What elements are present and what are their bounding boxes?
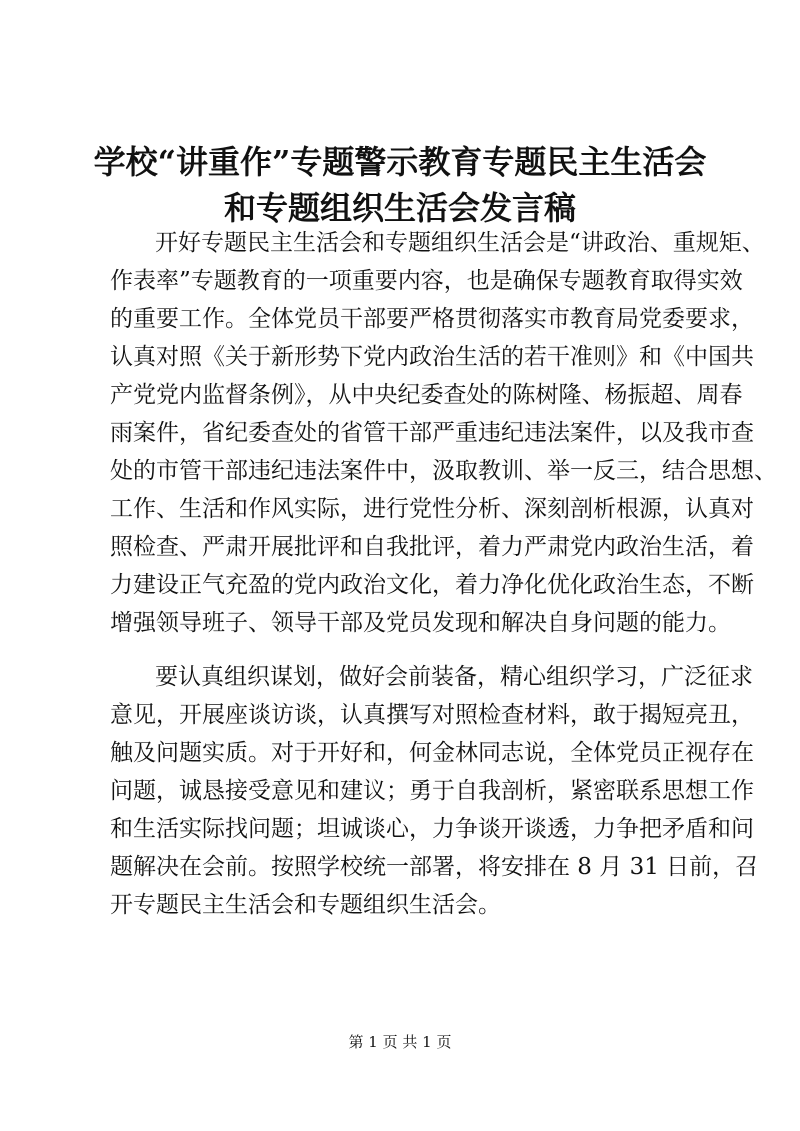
paragraph-2-line: 开专题民主生活会和专题组织生活会。 (110, 892, 501, 918)
paragraph-1-line: 雨案件，省纪委查处的省管干部严重违纪违法案件，以及我市查 (110, 420, 754, 446)
paragraph-1-line: 处的市管干部违纪违法案件中，汲取教训、举一反三，结合思想、 (110, 458, 777, 484)
paragraph-2-line: 问题，诚恳接受意见和建议；勇于自我剖析，紧密联系思想工作 (110, 778, 754, 804)
paragraph-1-line: 作表率”专题教育的一项重要内容，也是确保专题教育取得实效 (110, 268, 743, 294)
paragraph-2-line: 题解决在会前。按照学校统一部署，将安排在 8 月 31 日前，召 (110, 854, 759, 880)
paragraph-2-line: 意见，开展座谈访谈，认真撰写对照检查材料，敢于揭短亮丑， (110, 702, 754, 728)
paragraph-1-line: 增强领导班子、领导干部及党员发现和解决自身问题的能力。 (110, 610, 731, 636)
paragraph-1-line: 开好专题民主生活会和专题组织生活会是“讲政治、重规矩、 (155, 230, 765, 256)
paragraph-1-line: 力建设正气充盈的党内政治文化，着力净化优化政治生态，不断 (110, 572, 754, 598)
paragraph-2-line: 和生活实际找问题；坦诚谈心，力争谈开谈透，力争把矛盾和问 (110, 816, 754, 842)
paragraph-1-line: 认真对照《关于新形势下党内政治生活的若干准则》和《中国共 (110, 344, 754, 370)
paragraph-1-line: 照检查、严肃开展批评和自我批评，着力严肃党内政治生活，着 (110, 534, 754, 560)
document-title-line-1: 学校“讲重作”专题警示教育专题民主生活会 (93, 143, 707, 181)
paragraph-1-line: 产党党内监督条例》，从中央纪委查处的陈树隆、杨振超、周春 (110, 382, 743, 408)
paragraph-2-line: 触及问题实质。对于开好和，何金林同志说，全体党员正视存在 (110, 740, 754, 766)
paragraph-1-line: 的重要工作。全体党员干部要严格贯彻落实市教育局党委要求， (110, 306, 754, 332)
page-number-footer: 第 1 页 共 1 页 (348, 1033, 452, 1051)
paragraph-1-line: 工作、生活和作风实际，进行党性分析、深刻剖析根源，认真对 (110, 496, 754, 522)
paragraph-2-line: 要认真组织谋划，做好会前装备，精心组织学习，广泛征求 (155, 664, 753, 690)
document-title-line-2: 和专题组织生活会发言稿 (223, 189, 576, 227)
